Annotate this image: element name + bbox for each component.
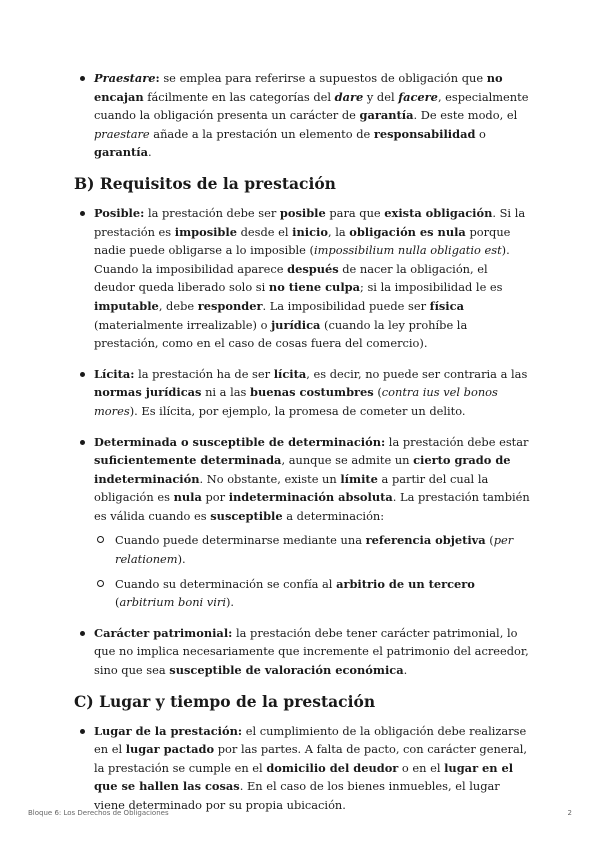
- text: porque nadie puede obligarse a lo imposible (: [94, 224, 511, 258]
- italic-text: arbitrium boni viri: [119, 595, 226, 610]
- text: o en el: [398, 760, 445, 775]
- text: Cuando puede determinarse mediante una: [115, 533, 366, 548]
- bold-text: imposible: [174, 224, 237, 239]
- bold-text: jurídica: [271, 317, 321, 332]
- text: . De este modo, el: [413, 108, 518, 123]
- text: (materialmente irrealizable) o: [94, 317, 272, 332]
- text: ). Es ilícita, por ejemplo, la promesa de cometer un delito.: [129, 403, 466, 418]
- term-lugar: Lugar de la prestación:: [94, 723, 243, 738]
- text: (: [373, 385, 382, 400]
- bold-text: posible: [279, 205, 326, 220]
- text: la prestación debe ser: [144, 205, 280, 220]
- bold-text: garantía: [94, 145, 148, 160]
- sub-item-per-relationem: [94, 531, 530, 568]
- bold-text: lícita: [273, 366, 307, 381]
- section-c-list: [76, 722, 530, 815]
- bold-text: lugar en el que se hallen las cosas: [94, 760, 514, 794]
- bold-text: inicio: [292, 224, 328, 239]
- list-item-praestare: Praestare: se emplea para referirse a supuestos de obligación que no encajan fácilmente en las categorías del dare y del facere, especialmente cuando la obligación presenta un carácter de garantía. De este modo, el praestare añade a la prestación un elemento de responsabilidad o garantía.: [76, 69, 530, 162]
- italic-text: per relationem: [115, 533, 514, 567]
- italic-term: dare: [334, 89, 364, 104]
- text: o: [475, 126, 486, 141]
- bold-text: nula: [173, 490, 202, 505]
- text: , la: [327, 224, 350, 239]
- text: (: [115, 595, 120, 610]
- bold-text: imputable: [94, 298, 159, 313]
- bold-text: garantía: [359, 108, 414, 123]
- text: . La prestación también es válida cuando es: [94, 490, 530, 523]
- text: ). Cuando la imposibilidad aparece: [94, 243, 510, 276]
- text: fácilmente en las categorías del: [143, 89, 335, 104]
- text: de nacer la obligación, el deudor queda liberado solo si: [94, 261, 488, 295]
- list-item-determinada: [76, 433, 530, 612]
- section-b-list: [76, 204, 530, 680]
- text: . En el caso de los bienes inmuebles, el lugar viene determinado por su propia ubicación.: [94, 779, 500, 812]
- list-item-licita: [76, 365, 530, 421]
- sub-list-determinacion: [94, 531, 530, 611]
- list-item-lugar: [76, 722, 530, 815]
- text: , aunque se admite un: [281, 453, 414, 468]
- text: .: [403, 663, 408, 678]
- text: , especialmente cuando la obligación presenta un carácter de: [94, 89, 529, 123]
- italic-term: facere: [398, 89, 438, 104]
- text: .: [147, 145, 152, 160]
- text: ).: [177, 552, 186, 567]
- section-a-list: [76, 69, 530, 162]
- page-footer: [28, 809, 572, 817]
- bold-text: cierto grado de indeterminación: [94, 453, 511, 486]
- bold-text: lugar pactado: [125, 742, 215, 757]
- bold-text: responder: [197, 298, 263, 313]
- text: ).: [225, 595, 235, 610]
- text: . No obstante, existe un: [199, 471, 341, 486]
- bold-text: exista obligación: [384, 205, 493, 220]
- section-heading-lugar-tiempo: C) Lugar y tiempo de la prestación: [74, 691, 376, 711]
- bold-text: indeterminación absoluta: [228, 490, 393, 505]
- bold-text: arbitrio de un tercero: [336, 576, 475, 591]
- term-licita: Lícita:: [94, 366, 135, 381]
- term-determinada: Determinada o susceptible de determinación:: [94, 434, 386, 449]
- italic-text: praestare: [94, 126, 150, 141]
- bold-text: obligación es nula: [349, 224, 466, 239]
- term-praestare: Praestare: [94, 71, 156, 85]
- text: por las partes. A falta de pacto, con carácter general, la prestación se cumple en el: [94, 742, 528, 775]
- text: desde el: [236, 224, 293, 239]
- italic-text: impossibilium nulla obligatio est: [313, 243, 502, 258]
- bold-text: física: [429, 298, 464, 313]
- bold-text: buenas costumbres: [250, 385, 374, 400]
- bold-text: normas jurídicas: [94, 385, 202, 400]
- text: Cuando su determinación se confía al: [115, 576, 337, 591]
- bold-text: responsabilidad: [373, 126, 476, 141]
- bold-text: susceptible: [210, 508, 283, 523]
- bold-text: no tiene culpa: [268, 280, 360, 295]
- sub-item-arbitrium: [94, 575, 530, 612]
- bold-text: después: [287, 261, 339, 276]
- bold-text: domicilio del deudor: [266, 760, 399, 775]
- text: la prestación debe tener carácter patrimonial, lo que no implica necesariamente que incremente el patrimonio del acreedor, sino que sea: [94, 625, 529, 678]
- text: (cuando la ley prohíbe la prestación, como en el caso de cosas fuera del comercio).: [94, 317, 468, 351]
- text: . La imposibilidad puede ser: [262, 298, 430, 313]
- text: , es decir, no puede ser contraria a las: [306, 366, 528, 381]
- text: ni a las: [201, 385, 250, 400]
- bold-text: no encajan: [94, 71, 503, 104]
- text: (: [485, 533, 494, 548]
- text: la prestación debe estar: [385, 434, 529, 449]
- footer-title: Bloque 6: Los Derechos de Obligaciones: [28, 809, 169, 817]
- list-item-posible: [76, 204, 530, 353]
- text: y del: [363, 89, 399, 104]
- section-heading-requisitos: B) Requisitos de la prestación: [74, 173, 336, 193]
- list-item-patrimonial: [76, 624, 530, 680]
- bold-text: suficientemente determinada: [94, 453, 282, 468]
- italic-text: contra ius vel bonos mores: [94, 385, 498, 418]
- bold-text: susceptible de valoración económica: [169, 663, 404, 678]
- text: , debe: [158, 298, 198, 313]
- bold-text: límite: [340, 471, 378, 486]
- text: para que: [325, 205, 385, 220]
- text: a determinación:: [282, 508, 385, 523]
- page-number: 2: [567, 809, 572, 817]
- term-patrimonial: Carácter patrimonial:: [94, 625, 233, 640]
- text: por: [201, 490, 229, 505]
- text: el cumplimiento de la obligación debe realizarse en el: [94, 723, 527, 757]
- term-posible: Posible:: [94, 205, 145, 220]
- document-body: [76, 69, 530, 827]
- bold-text: referencia objetiva: [365, 533, 486, 548]
- text: la prestación ha de ser: [134, 366, 274, 381]
- text: ; si la imposibilidad le es: [360, 280, 503, 295]
- text: . Si la prestación es: [94, 205, 526, 239]
- text: a partir del cual la obligación es: [94, 471, 489, 505]
- text: añade a la prestación un elemento de: [149, 126, 374, 141]
- text: se emplea para referirse a supuestos de obligación que: [159, 71, 487, 85]
